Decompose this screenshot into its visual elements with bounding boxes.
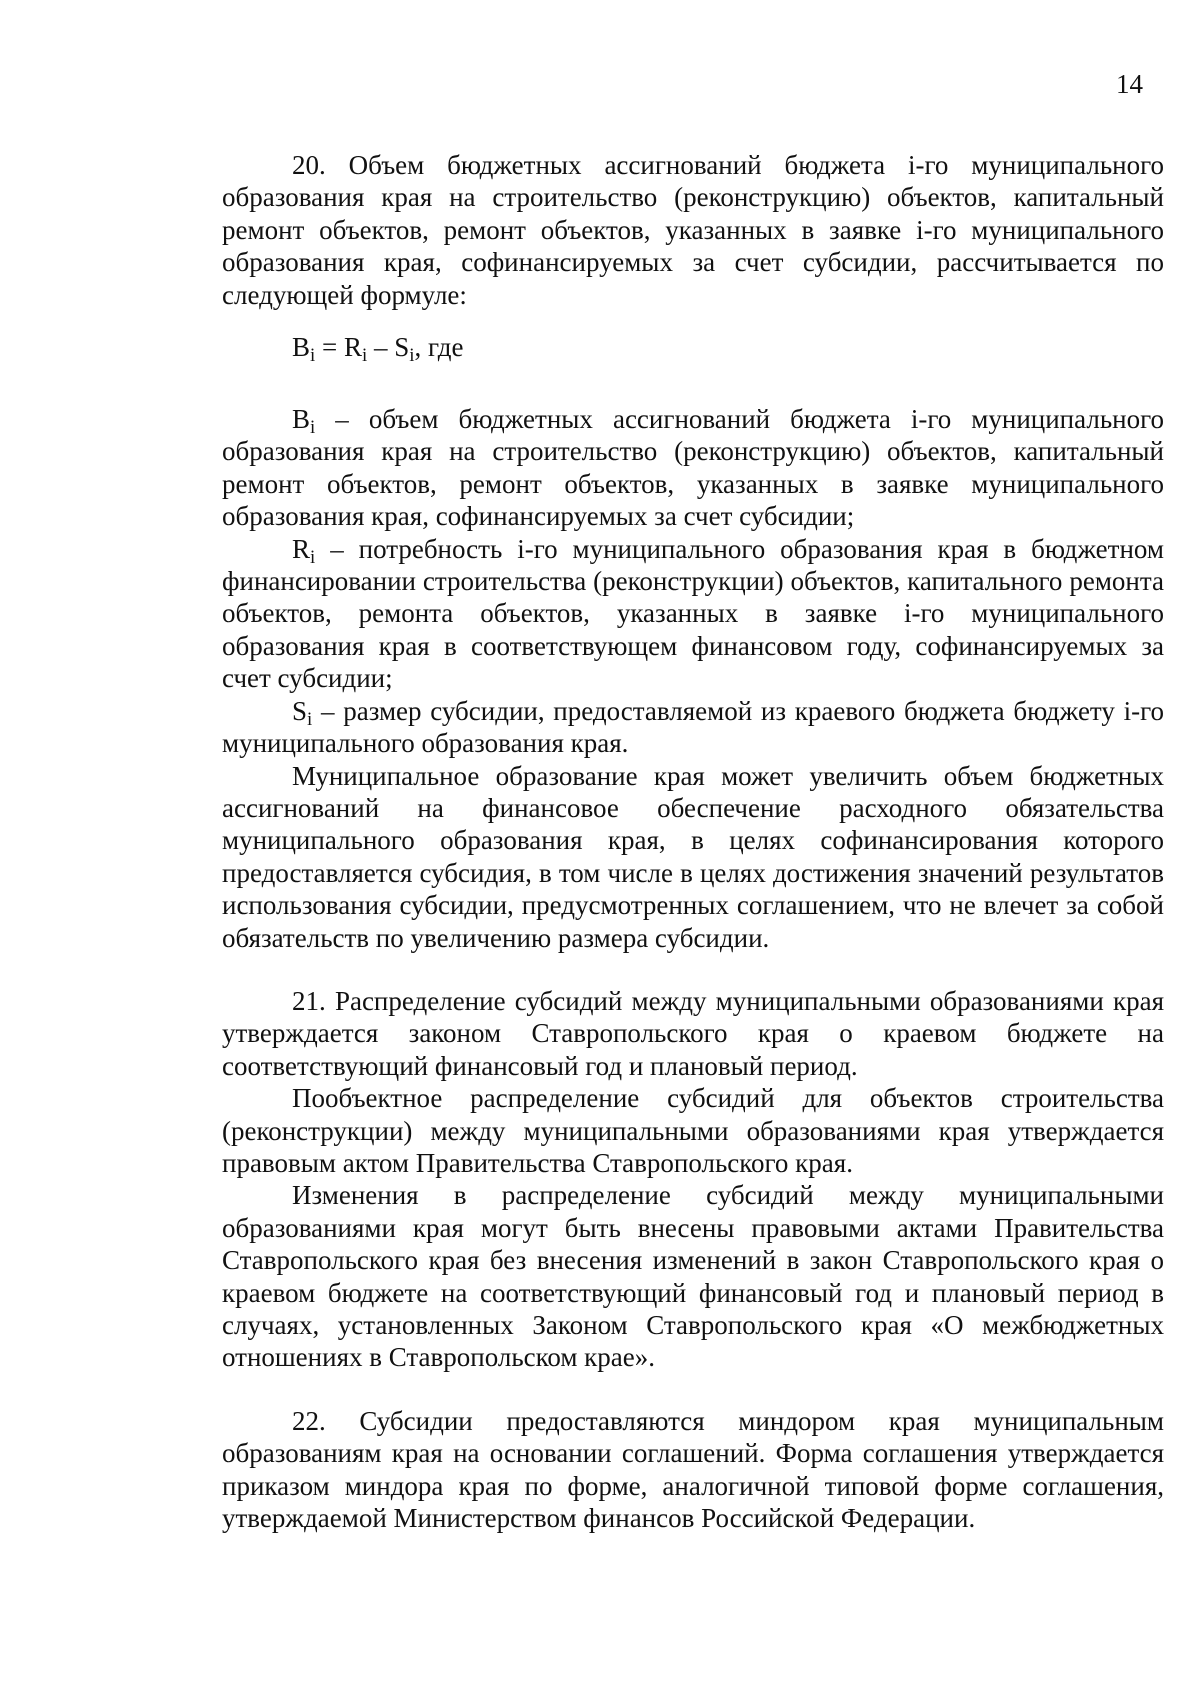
formula: $B_i = R_i - S_i$, где [292, 332, 464, 367]
section-21-paragraph-2: Пообъектное распределение субсидий для объектов строительства (реконструкции) между муниципальными образованиями края утверждается правовым актом Правительства Ставропольского края. [222, 1083, 1164, 1178]
section-21-paragraph-3: Изменения в распределение субсидий между муниципальными образованиями края могут быть внесены правовыми актами Правительства Ставропольского края без внесения изменений в закон Ставропольского края о краевом бюджете на соответствующий финансовый год и плановый период в случаях, установленных Законом Ставропольского края «О межбюджетных отношениях в Ставропольском крае». [222, 1180, 1164, 1373]
definition-s: $S_i$ – размер субсидии, предоставляемой из краевого бюджета бюджету i-го муниципального образования края. [222, 695, 1164, 759]
definition-r: $R_i$ – потребность i-го муниципального образования края в бюджетном финансировании строительства (реконструкции) объектов, капитального ремонта объектов, ремонта объектов, указанных в заявке i-го муниципального образования края в соответствующем финансовом году, софинансируемых за счет субсидии; [222, 533, 1164, 694]
section-21-paragraph-1: 21. Распределение субсидий между муниципальными образованиями края утверждается законом Ставропольского края о краевом бюджете на соответствующий финансовый год и плановый период. [222, 985, 1164, 1081]
section-22-paragraph: 22. Субсидии предоставляются миндором края муниципальным образованиям края на основании соглашений. Форма соглашения утверждается приказом миндора края по форме, аналогичной типовой форме соглашения, утверждаемой Министерством финансов Российской Федерации. [222, 1405, 1164, 1534]
formula-definitions [222, 403, 1164, 759]
document-body [222, 149, 1164, 1534]
page-number: 14 [1116, 69, 1143, 99]
section-20-paragraph: 20. Объем бюджетных ассигнований бюджета i-го муниципального образования края на строительство (реконструкцию) объектов, капитальный ремонт объектов, ремонт объектов, указанных в заявке i-го муниципального образования края, софинансируемых за счет субсидии, рассчитывается по следующей формуле: [222, 150, 1164, 310]
definition-b: $B_i$ – объем бюджетных ассигнований бюджета i-го муниципального образования края на строительство (реконструкцию) объектов, капитальный ремонт объектов, ремонт объектов, указанных в заявке муниципального образования края, софинансируемых за счет субсидии; [222, 404, 1164, 532]
section-20-increase-paragraph: Муниципальное образование края может увеличить объем бюджетных ассигнований на финансовое обеспечение расходного обязательства муниципального образования края, в целях софинансирования которого предоставляется субсидия, в том числе в целях достижения значений результатов использования субсидии, предусмотренных соглашением, что не влечет за собой обязательств по увеличению размера субсидии. [222, 760, 1164, 953]
